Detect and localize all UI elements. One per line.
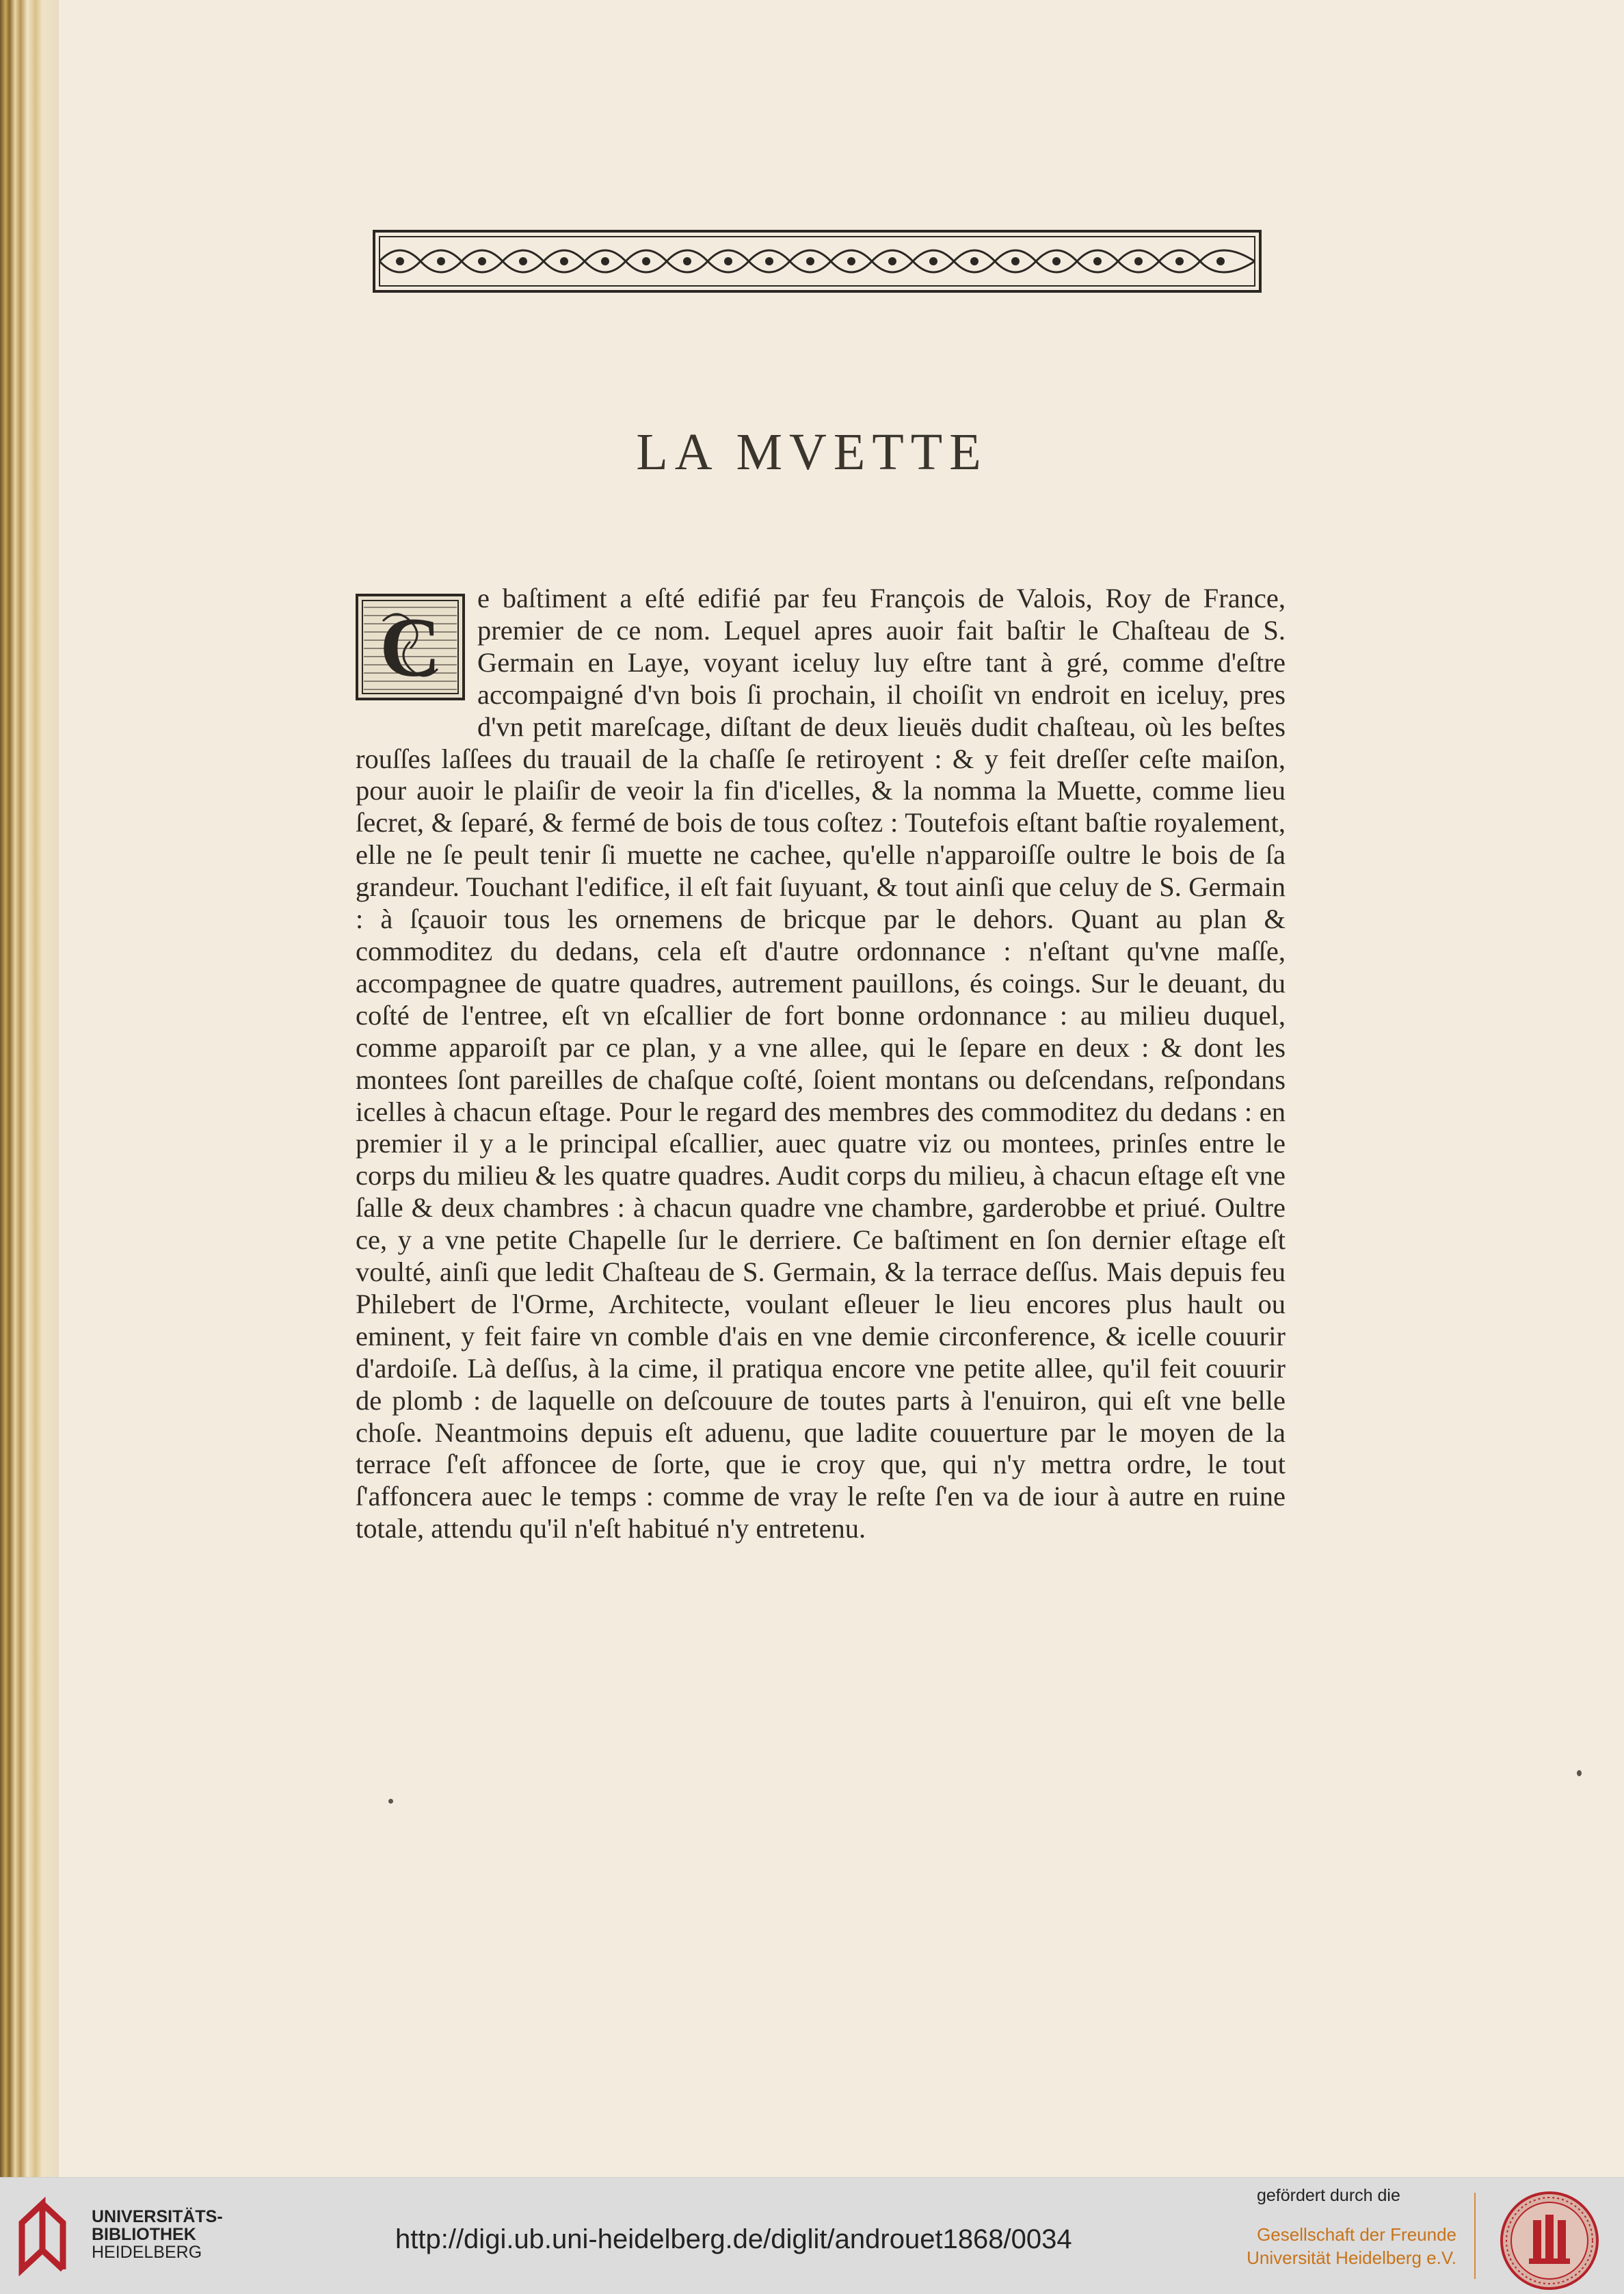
body-paragraph	[356, 583, 1286, 1545]
footer-bar	[0, 2177, 1624, 2294]
university-library-logo-icon[interactable]	[15, 2196, 80, 2276]
library-name-line2: BIBLIOTHEK	[92, 2225, 196, 2244]
sponsor-name[interactable]	[1247, 2223, 1456, 2269]
permalink-url[interactable]: http://digi.ub.uni-heidelberg.de/diglit/androuet1868/0034	[395, 2224, 1072, 2254]
footer-divider	[1474, 2193, 1476, 2279]
body-text: e baſtiment a eſté edifié par feu François de Valois, Roy de France, premier de ce nom. Lequel apres auoir fait baſtir le Chaſteau de S. Germain en Laye, voyant iceluy luy eſtre tant à gré, comme d'eſtre accompaigné d'vn bois ſi prochain, il choiſit vn endroit en iceluy, pres d'vn petit mareſcage, diſtant de deux lieuës dudit chaſteau, où les beſtes rouſſes laſſees du trauail de la chaſſe ſe retiroyent : & y feit dreſſer ceſte maiſon, pour auoir le plaiſir de veoir la fin d'icelles, & la nomma la Muette, comme lieu ſecret, & ſeparé, & fermé de bois de tous coſtez : Toutefois eſtant baſtie royalement, elle ne ſe peult tenir ſi muette ne cachee, qu'elle n'apparoiſſe oultre le bois de ſa grandeur. Touchant l'edifice, il eſt fait ſuyuant, & tout ainſi que celuy de S. Germain : à ſçauoir tous les ornemens de bricque par le dehors. Quant au plan & commoditez du dedans, cela eſt d'autre ordonnance : n'eſtant qu'vne maſſe, accompagnee de quatre quadres, autrement pauillons, és coings. Sur le deuant, du coſté de l'entree, eſt vn eſcallier de fort bonne ordonnance : au milieu duquel, comme apparoiſt par ce plan, y a vne allee, qui le ſepare en deux : & dont les montees ſont pareilles de chaſque coſté, ſoient montans ou deſcendans, reſpondans icelles à chacun eſtage. Pour le regard des membres des commoditez du dedans : en premier il y a le principal eſcallier, auec quatre viz ou montees, prinſes entre le corps du milieu & les quatre quadres. Audit corps du milieu, à chacun eſtage eſt vne ſalle & deux chambres : à chacun quadre vne chambre, garderobbe et priué. Oultre ce, y a vne petite Chapelle ſur le derriere. Ce baſtiment en ſon dernier eſtage eſt voulté, ainſi que ledit Chaſteau de S. Germain, & la terrace deſſus. Mais depuis feu Philebert de l'Orme, Architecte, voulant eſleuer le lieu encores plus hault ou eminent, y feit faire vn comble d'ais en vne demie circonference, & icelle couurir d'ardoiſe. Là deſſus, à la cime, il pratiqua encore vne petite allee, qu'il feit couurir de plomb : de laquelle on deſcouure de toutes parts à l'enuiron, qui eſt vne belle choſe. Neantmoins depuis eſt aduenu, que ladite couuerture par le moyen de la terrace ſ'eſt affoncee de ſorte, que ie croy que, qui n'y mettra ordre, le tout ſ'affoncera auec le temps : comme de vray le reſte ſ'en va de iour à autre en ruine totale, attendu qu'il n'eſt habitué n'y entretenu.	[356, 583, 1286, 1544]
speck-mark	[388, 1799, 393, 1804]
sponsor-label: gefördert durch die	[1257, 2186, 1400, 2205]
headpiece-ornament	[373, 230, 1262, 293]
speck-mark	[1577, 1770, 1582, 1776]
library-name-line1: UNIVERSITÄTS-	[92, 2207, 223, 2226]
library-name-line3: HEIDELBERG	[92, 2243, 202, 2262]
drop-cap-space	[356, 583, 477, 732]
sponsor-name-line2: Universität Heidelberg e.V.	[1247, 2247, 1456, 2268]
sponsor-name-line1: Gesellschaft der Freunde	[1257, 2224, 1456, 2245]
svg-text:C: C	[380, 601, 441, 694]
library-name	[92, 2208, 223, 2261]
book-spine	[0, 0, 59, 2177]
page-title: LA MVETTE	[636, 423, 988, 481]
university-seal-icon[interactable]	[1497, 2190, 1601, 2291]
